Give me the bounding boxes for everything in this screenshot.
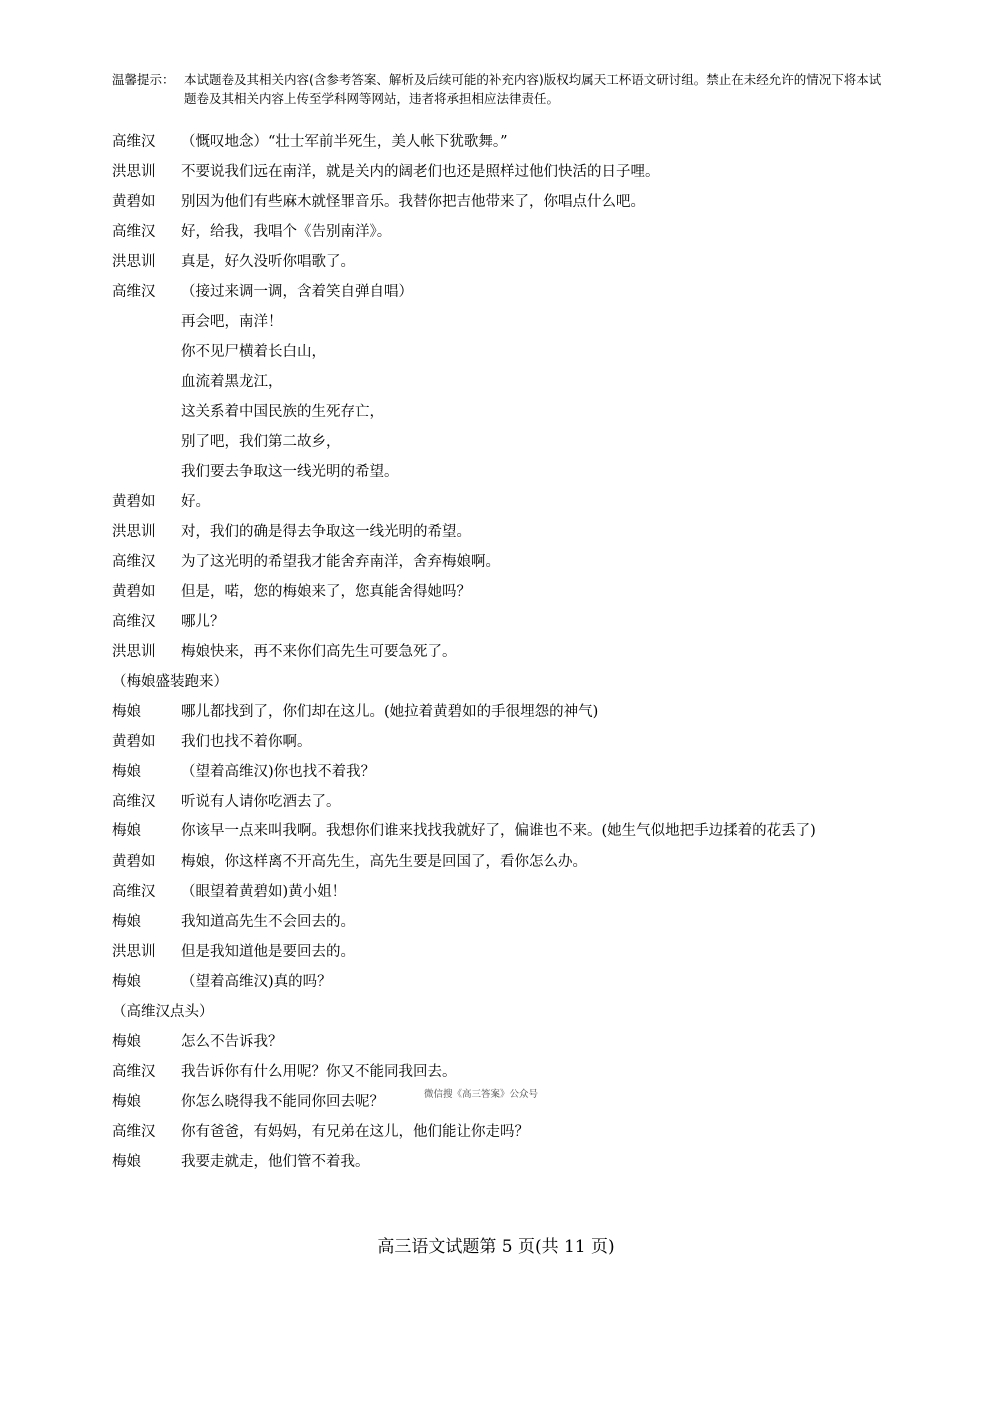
- speech-text: 好，给我，我唱个《告别南洋》。: [181, 224, 392, 240]
- speaker-name: 高维汉: [112, 1124, 156, 1140]
- speaker-name: 梅娘: [112, 1034, 141, 1050]
- speech-text: 对，我们的确是得去争取这一线光明的希望。: [181, 524, 471, 540]
- speech-text: （望着高维汉)真的吗？: [181, 974, 332, 990]
- script-line: [112, 787, 892, 817]
- speech-text: 真是，好久没听你唱歌了。: [181, 254, 355, 270]
- song-verse: 血流着黑龙江，: [181, 374, 283, 390]
- speech-text: 我知道高先生不会回去的。: [181, 914, 355, 930]
- speaker-name: 高维汉: [112, 284, 156, 300]
- speech-text: 梅娘快来，再不来你们高先生可要急死了。: [181, 644, 457, 660]
- speaker-name: 黄碧如: [112, 734, 156, 750]
- script-line: [112, 967, 892, 997]
- notice-label: 温馨提示：: [112, 72, 175, 87]
- script-line: [112, 1057, 892, 1087]
- speech-text: 梅娘，你这样离不开高先生，高先生要是回国了，看你怎么办。: [181, 854, 587, 870]
- speech-text: （眼望着黄碧如)黄小姐！: [181, 884, 347, 900]
- script-line: [112, 457, 892, 487]
- song-verse: 你不见尸横着长白山，: [181, 344, 326, 360]
- speaker-name: 高维汉: [112, 224, 156, 240]
- script-line: [112, 247, 892, 277]
- speaker-name: 高维汉: [112, 1064, 156, 1080]
- speaker-name: 高维汉: [112, 884, 156, 900]
- speech-text: 不要说我们远在南洋，就是关内的阔老们也还是照样过他们快活的日子哩。: [181, 164, 660, 180]
- song-verse: 别了吧，我们第二故乡，: [181, 434, 341, 450]
- speech-text: 为了这光明的希望我才能舍弃南洋，舍弃梅娘啊。: [181, 554, 500, 570]
- stage-direction: （高维汉点头）: [112, 1004, 214, 1020]
- script-line: [112, 877, 892, 907]
- script-line: [112, 127, 892, 157]
- speaker-name: 洪思训: [112, 254, 156, 270]
- speech-text: 哪儿？: [181, 614, 225, 630]
- speech-text: （慨叹地念）“壮士军前半死生，美人帐下犹歌舞。”: [181, 134, 508, 150]
- speech-text: 但是，喏，您的梅娘来了，您真能舍得她吗？: [181, 584, 471, 600]
- notice-text: 本试题卷及其相关内容(含参考答案、解析及后续可能的补充内容)版权均属天工杯语文研讨组。禁止在未经允许的情况下将本试题卷及其相关内容上传至学科网等网站，违者将承担相应法律责任。: [184, 72, 882, 106]
- speaker-name: 洪思训: [112, 644, 156, 660]
- script-line: [112, 757, 892, 787]
- song-verse: 我们要去争取这一线光明的希望。: [181, 464, 399, 480]
- script-line: [112, 487, 892, 517]
- song-verse: 这关系着中国民族的生死存亡，: [181, 404, 384, 420]
- script-line: [112, 337, 892, 367]
- script-line: [112, 307, 892, 337]
- speaker-name: 高维汉: [112, 794, 156, 810]
- speaker-name: 洪思训: [112, 524, 156, 540]
- speaker-name: 梅娘: [112, 914, 141, 930]
- script-line: [112, 397, 892, 427]
- script-line: [112, 1117, 892, 1147]
- script-line: [112, 427, 892, 457]
- script-line: [112, 607, 892, 637]
- speech-text: 我告诉你有什么用呢？你又不能同我回去。: [181, 1064, 457, 1080]
- speaker-name: 高维汉: [112, 554, 156, 570]
- stage-direction: （梅娘盛装跑来）: [112, 674, 228, 690]
- speaker-name: 高维汉: [112, 134, 156, 150]
- script-line: [112, 187, 892, 217]
- copyright-notice: [112, 70, 892, 108]
- speech-text: 但是我知道他是要回去的。: [181, 944, 355, 960]
- script-line: [112, 1147, 892, 1177]
- script-line: [112, 847, 892, 877]
- script-line: [112, 547, 892, 577]
- speaker-name: 梅娘: [112, 704, 141, 720]
- script-line: [112, 577, 892, 607]
- speech-text: 你怎么晓得我不能同你回去呢？: [181, 1094, 384, 1110]
- speech-text: 我要走就走，他们管不着我。: [181, 1154, 370, 1170]
- page-footer: 高三语文试题第 5 页(共 11 页): [377, 1237, 615, 1257]
- script-line: [112, 727, 892, 757]
- speaker-name: 黄碧如: [112, 584, 156, 600]
- script-line: [112, 907, 892, 937]
- speech-text: 别因为他们有些麻木就怪罪音乐。我替你把吉他带来了，你唱点什么吧。: [181, 194, 645, 210]
- script-line: [112, 517, 892, 547]
- script-line: [112, 637, 892, 667]
- script-line: [112, 667, 892, 697]
- script-line: [112, 997, 892, 1027]
- script-line: [112, 937, 892, 967]
- speech-text: 哪儿都找到了，你们却在这儿。(她拉着黄碧如的手很埋怨的神气): [181, 704, 599, 720]
- speaker-name: 梅娘: [112, 1094, 141, 1110]
- song-verse: 再会吧，南洋！: [181, 314, 283, 330]
- speech-text: 你该早一点来叫我啊。我想你们谁来找找我就好了，偏谁也不来。(她生气似地把手边揉着的花丢了): [181, 823, 816, 839]
- speaker-name: 梅娘: [112, 764, 141, 780]
- speaker-name: 梅娘: [112, 974, 141, 990]
- speaker-name: 洪思训: [112, 164, 156, 180]
- speaker-name: 黄碧如: [112, 194, 156, 210]
- script-line: [112, 277, 892, 307]
- script-line: [112, 217, 892, 247]
- speaker-name: 梅娘: [112, 823, 141, 839]
- play-script: [112, 127, 892, 1177]
- script-line: [112, 817, 892, 847]
- speech-text: 你有爸爸，有妈妈，有兄弟在这儿，他们能让你走吗？: [181, 1124, 529, 1140]
- speaker-name: 高维汉: [112, 614, 156, 630]
- script-line: [112, 367, 892, 397]
- speech-text: 我们也找不着你啊。: [181, 734, 312, 750]
- speaker-name: 洪思训: [112, 944, 156, 960]
- speaker-name: 梅娘: [112, 1154, 141, 1170]
- script-line: [112, 1027, 892, 1057]
- watermark: 微信搜《高三答案》公众号: [424, 1089, 539, 1100]
- speech-text: 怎么不告诉我？: [181, 1034, 283, 1050]
- script-line: [112, 157, 892, 187]
- speaker-name: 黄碧如: [112, 494, 156, 510]
- speech-text: （接过来调一调，含着笑自弹自唱）: [181, 284, 413, 300]
- speech-text: 听说有人请你吃酒去了。: [181, 794, 341, 810]
- speaker-name: 黄碧如: [112, 854, 156, 870]
- script-line: [112, 697, 892, 727]
- speech-text: 好。: [181, 494, 210, 510]
- speech-text: （望着高维汉)你也找不着我？: [181, 764, 376, 780]
